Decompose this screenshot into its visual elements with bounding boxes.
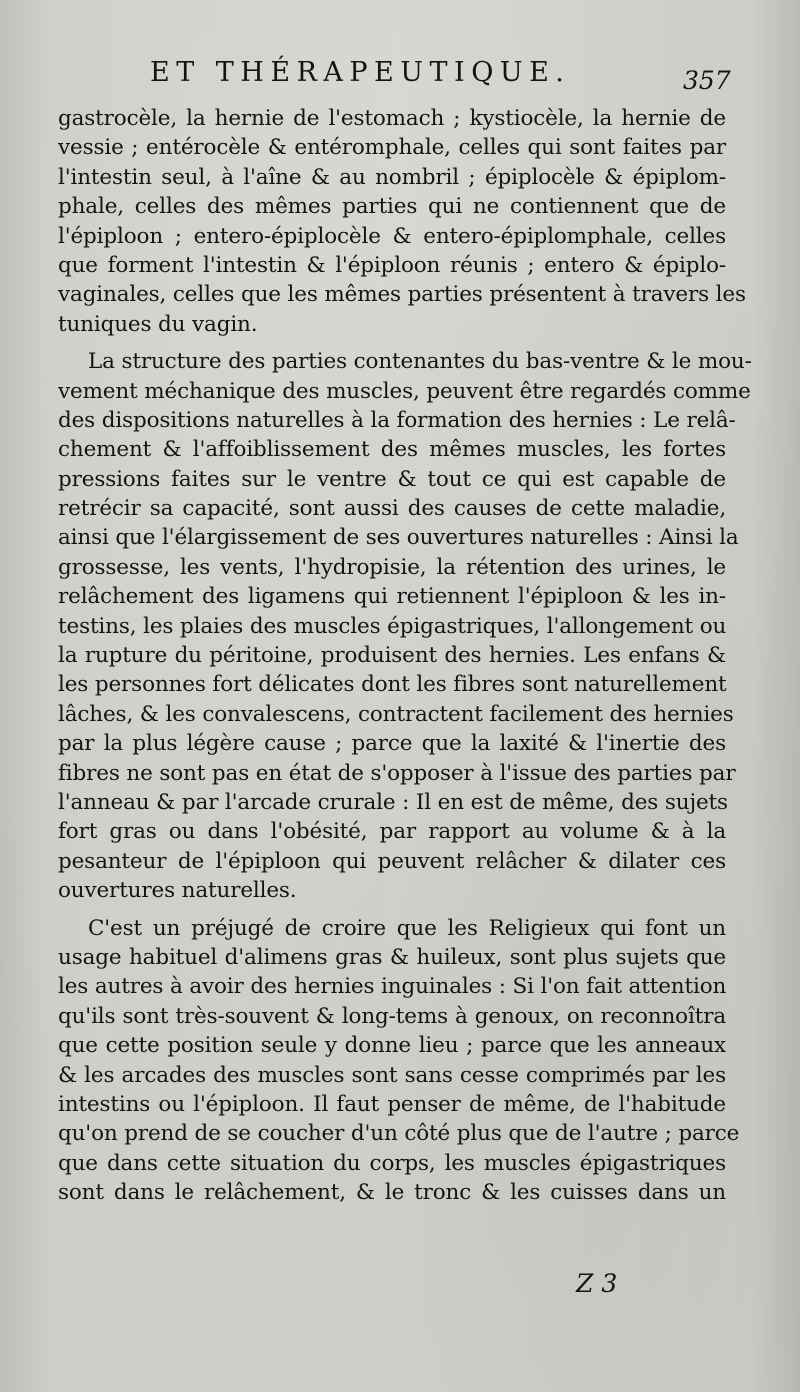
text-line: testins, les plaies des muscles épigastriques, l'allongement ou	[58, 613, 727, 639]
text-line: vement méchanique des muscles, peuvent être regardés comme	[58, 378, 751, 404]
text-line: chement & l'affoiblissement des mêmes muscles, les fortes	[58, 437, 726, 463]
text-line: les autres à avoir des hernies inguinales : Si l'on fait attention	[58, 974, 727, 1000]
text-line: grossesse, les vents, l'hydropisie, la rétention des urines, le	[58, 554, 726, 580]
text-line: usage habituel d'alimens gras & huileux, sont plus sujets que	[58, 944, 726, 970]
text-line: la rupture du péritoine, produisent des hernies. Les enfans &	[58, 643, 726, 669]
text-line: intestins ou l'épiploon. Il faut penser de même, de l'habitude	[58, 1091, 726, 1117]
text-line: vessie ; entérocèle & entéromphale, celles qui sont faites par	[58, 135, 726, 161]
text-line: que cette position seule y donne lieu ; parce que les anneaux	[58, 1033, 726, 1059]
text-line: sont dans le relâchement, & le tronc & les cuisses dans un	[58, 1180, 726, 1206]
text-line: phale, celles des mêmes parties qui ne contiennent que de	[58, 194, 726, 220]
text-line: fibres ne sont pas en état de s'opposer à l'issue des parties par	[58, 760, 736, 786]
paragraph	[58, 347, 752, 905]
paragraph	[58, 914, 740, 1208]
text-line: & les arcades des muscles sont sans cesse comprimés par les	[58, 1062, 726, 1088]
text-line: les personnes fort délicates dont les fibres sont naturellement	[58, 672, 727, 698]
text-line: ainsi que l'élargissement de ses ouvertures naturelles : Ainsi la	[58, 525, 739, 551]
text-line: l'intestin seul, à l'aîne & au nombril ; épiplocèle & épiplom-	[58, 164, 726, 190]
text-line: fort gras ou dans l'obésité, par rapport au volume & à la	[58, 819, 726, 845]
page-number: 357	[683, 66, 731, 95]
text-line: qu'on prend de se coucher d'un côté plus que de l'autre ; parce	[58, 1121, 740, 1147]
text-line: l'anneau & par l'arcade crurale : Il en est de même, des sujets	[58, 789, 728, 815]
text-line: des dispositions naturelles à la formation des hernies : Le relâ-	[58, 407, 736, 433]
body-text	[58, 104, 752, 1207]
text-line: que forment l'intestin & l'épiploon réunis ; entero & épiplo-	[58, 252, 726, 278]
text-line: gastrocèle, la hernie de l'estomach ; kystiocèle, la hernie de	[58, 106, 726, 131]
text-line: vaginales, celles que les mêmes parties présentent à travers les	[58, 282, 746, 308]
text-line: lâches, & les convalescens, contractent facilement des hernies	[58, 701, 734, 727]
text-line: ouvertures naturelles.	[58, 878, 297, 904]
text-line: C'est un préjugé de croire que les Religieux qui font un	[88, 915, 726, 941]
text-line: pressions faites sur le ventre & tout ce qui est capable de	[58, 466, 726, 492]
signature-mark: Z 3	[576, 1269, 618, 1298]
text-line: l'épiploon ; entero-épiplocèle & entero-épiplomphale, celles	[58, 223, 726, 249]
running-head	[0, 56, 800, 96]
paragraph-gap	[58, 906, 726, 914]
text-line: que dans cette situation du corps, les muscles épigastriques	[58, 1150, 726, 1176]
text-line: retrécir sa capacité, sont aussi des causes de cette maladie,	[58, 496, 726, 522]
text-line: relâchement des ligamens qui retiennent l'épiploon & les in-	[58, 584, 726, 610]
text-line: par la plus légère cause ; parce que la laxité & l'inertie des	[58, 731, 726, 757]
running-title: ET THÉRAPEUTIQUE.	[150, 57, 571, 88]
text-line: pesanteur de l'épiploon qui peuvent relâcher & dilater ces	[58, 848, 726, 874]
text-line: qu'ils sont très-souvent & long-tems à genoux, on reconnoîtra	[58, 1003, 726, 1029]
text-line: tuniques du vagin.	[58, 311, 258, 337]
paragraph	[58, 104, 746, 339]
text-line: La structure des parties contenantes du bas-ventre & le mou-	[88, 349, 752, 375]
paragraph-gap	[58, 339, 726, 347]
